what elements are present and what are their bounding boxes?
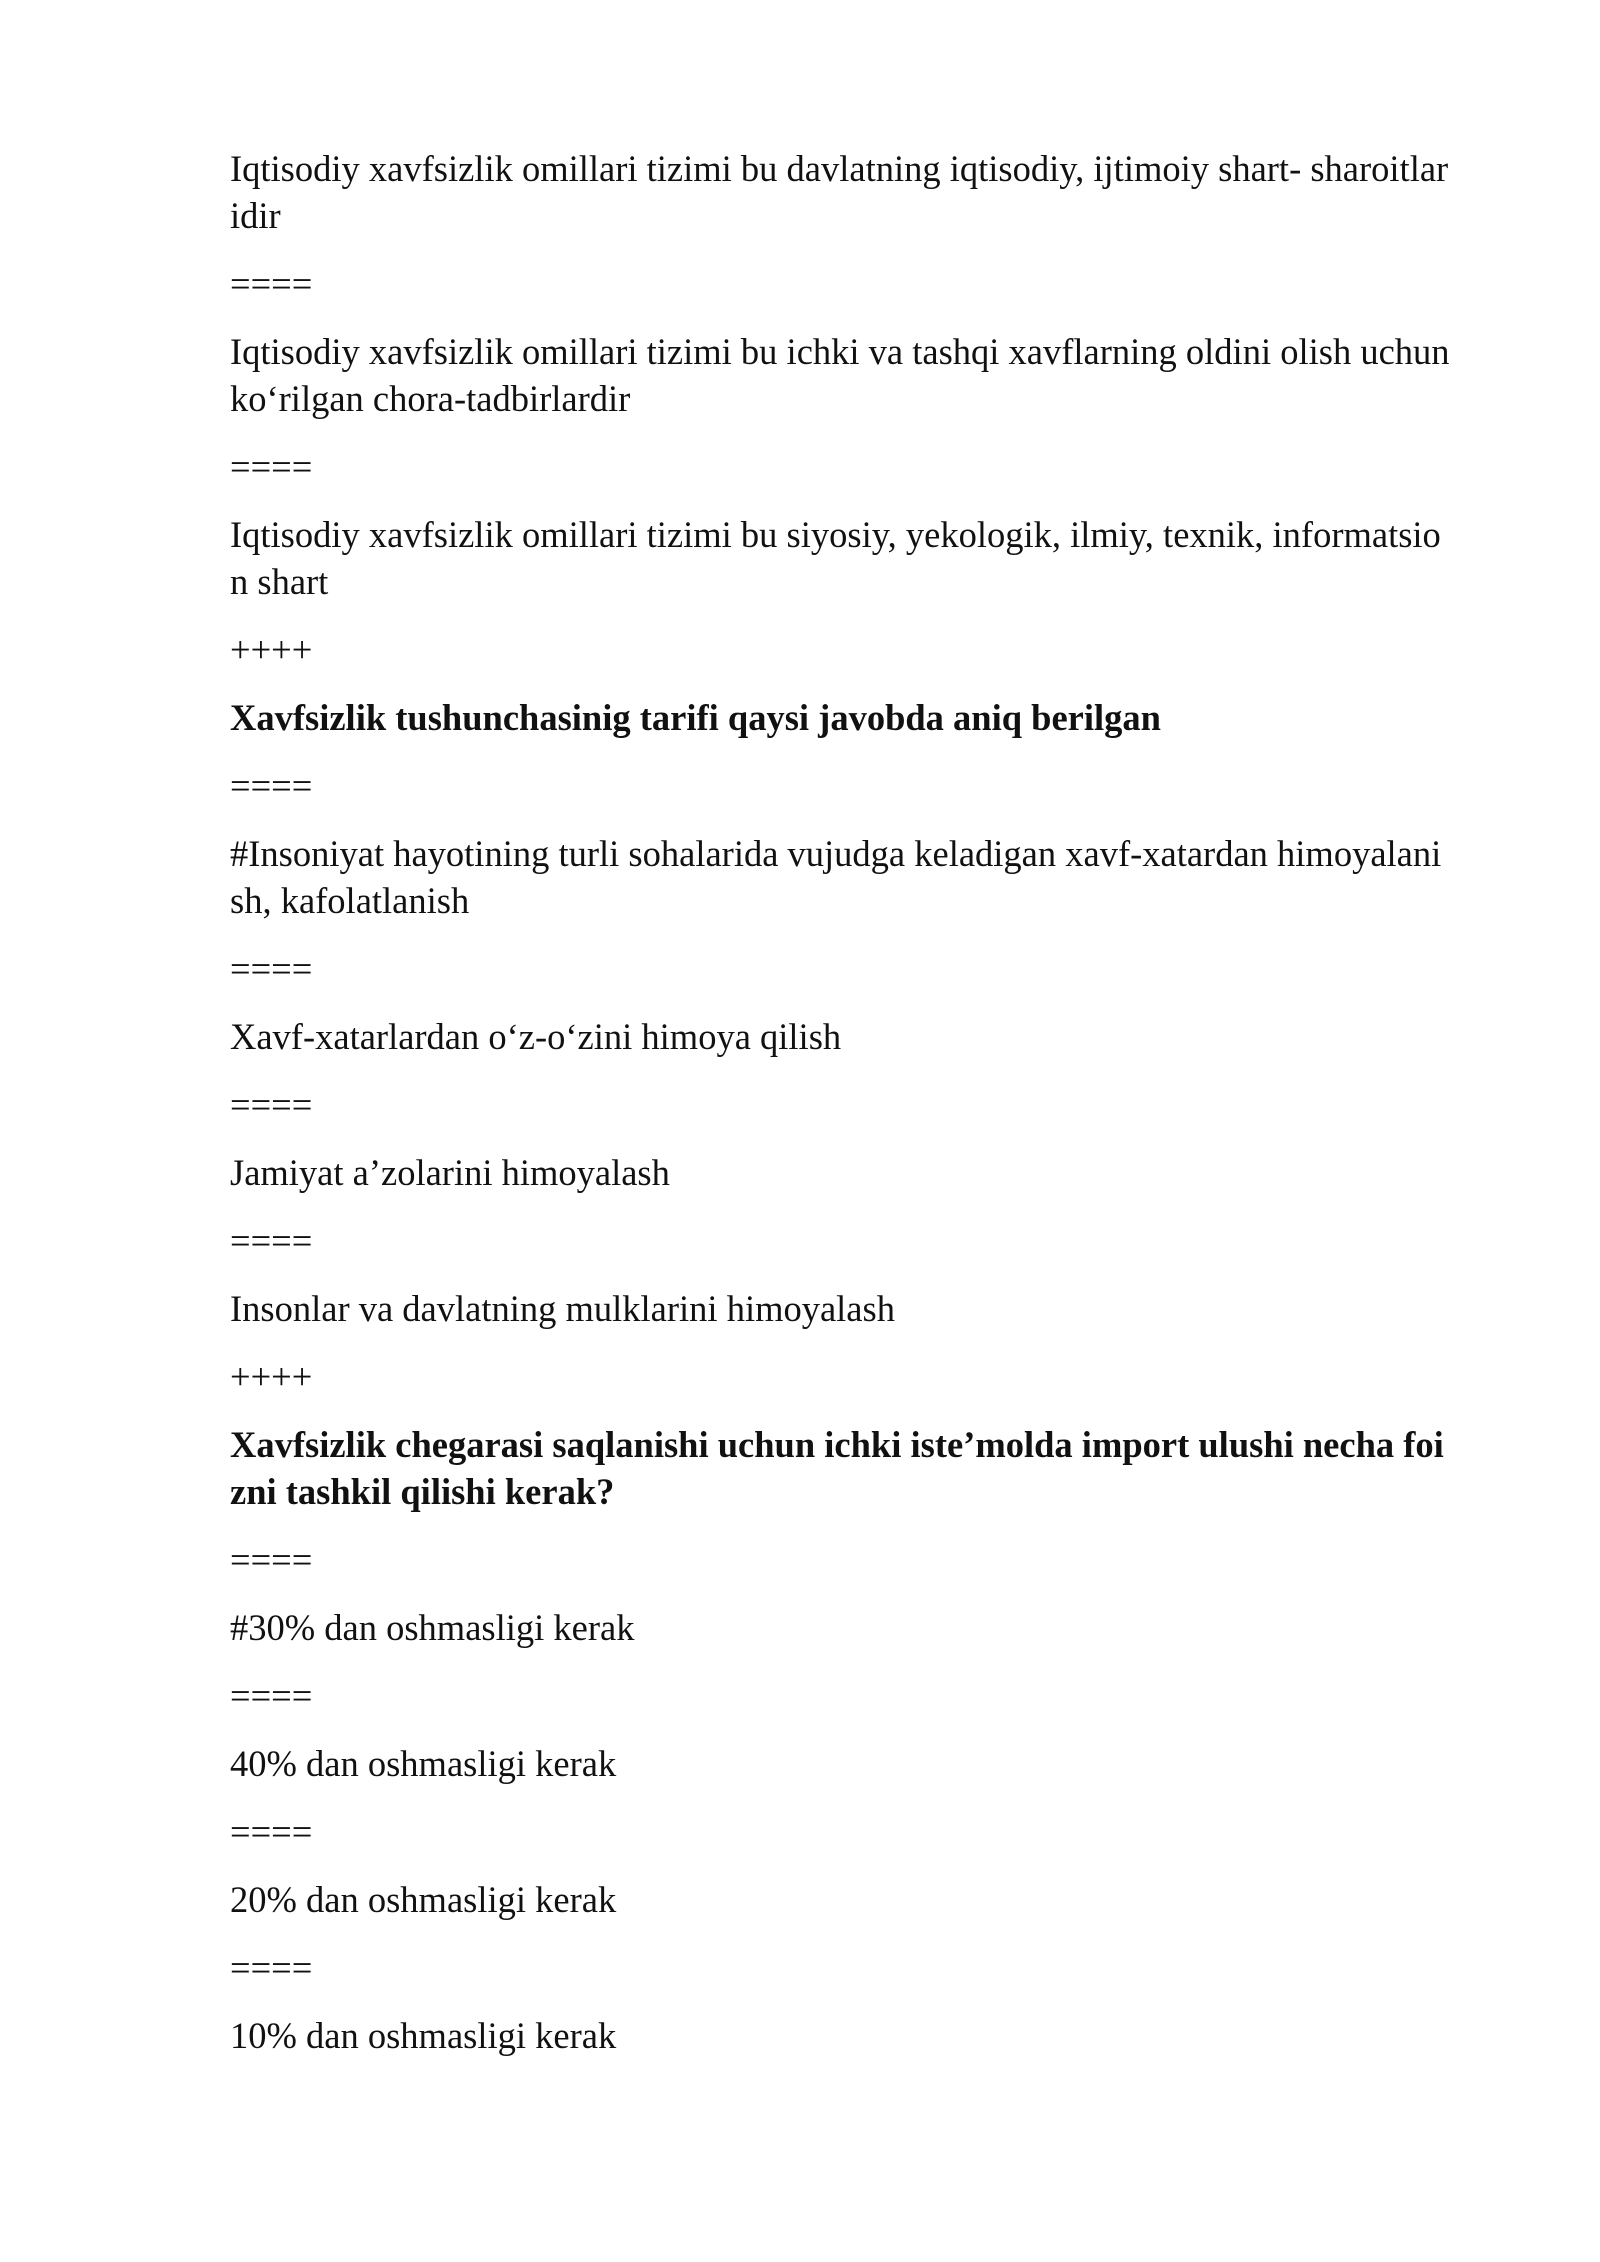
option-separator: ==== [230,1675,313,1716]
answer-option [230,328,1500,422]
answer-line: 40% dan oshmasligi kerak [230,1743,617,1784]
answer-option [230,2012,1500,2059]
answer-line: #30% dan oshmasligi kerak [230,1607,635,1648]
answer-option [230,1740,1500,1787]
answer-line: 20% dan oshmasligi kerak [230,1879,617,1920]
question-line: Xavfsizlik chegarasi saqlanishi uchun ichki iste’molda import ulushi necha foi [230,1424,1444,1465]
answer-line: Insonlar va davlatning mulklarini himoyalash [230,1288,895,1329]
option-separator: ==== [230,1220,313,1261]
correct-answer-option [230,1604,1500,1651]
option-separator: ==== [230,263,313,304]
answer-line: #Insoniyat hayotining turli sohalarida vujudga keladigan xavf-xatardan himoyalani [230,833,1442,874]
correct-answer-option [230,830,1500,924]
answer-option [230,511,1500,605]
answer-line: n shart [230,561,329,602]
answer-line: Xavf-xatarlardan o‘z-o‘zini himoya qilish [230,1016,842,1057]
document-page [230,145,1500,2080]
answer-line: 10% dan oshmasligi kerak [230,2015,617,2056]
answer-line: idir [230,195,281,236]
answer-line: Iqtisodiy xavfsizlik omillari tizimi bu siyosiy, yekologik, ilmiy, texnik, informatsio [230,514,1441,555]
option-separator: ==== [230,446,313,487]
answer-line: Jamiyat a’zolarini himoyalash [230,1152,670,1193]
option-separator: ==== [230,1811,313,1852]
question-separator: ++++ [230,1356,313,1397]
option-separator: ==== [230,1539,313,1580]
answer-option [230,145,1500,239]
answer-line: ko‘rilgan chora-tadbirlardir [230,378,631,419]
question-line: zni tashkil qilishi kerak? [230,1471,615,1512]
option-separator: ==== [230,765,313,806]
answer-line: Iqtisodiy xavfsizlik omillari tizimi bu davlatning iqtisodiy, ijtimoiy shart- sharoitlar [230,148,1449,189]
answer-option [230,1285,1500,1332]
option-separator: ==== [230,948,313,989]
question-text [230,1421,1500,1515]
answer-option [230,1876,1500,1923]
answer-option [230,1149,1500,1196]
question-separator: ++++ [230,629,313,670]
answer-line: sh, kafolatlanish [230,880,470,921]
option-separator: ==== [230,1947,313,1988]
answer-line: Iqtisodiy xavfsizlik omillari tizimi bu ichki va tashqi xavflarning oldini olish uchun [230,331,1450,372]
question-text [230,694,1500,741]
question-line: Xavfsizlik tushunchasinig tarifi qaysi javobda aniq berilgan [230,697,1161,738]
option-separator: ==== [230,1084,313,1125]
answer-option [230,1013,1500,1060]
